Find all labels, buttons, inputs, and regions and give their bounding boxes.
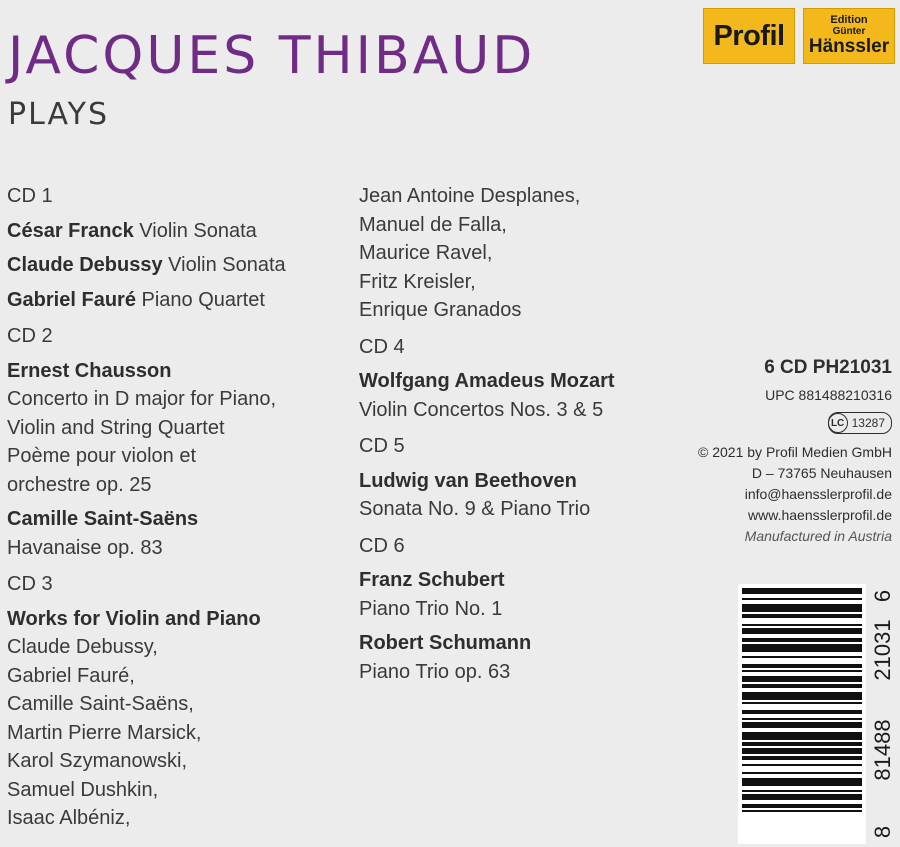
barcode-bar [742,604,862,612]
barcode-bar [742,756,862,760]
barcode-bar [742,790,862,792]
composer-heading: Ernest Chausson [7,359,172,382]
work-entry [7,251,337,280]
barcode-bar [742,670,862,672]
barcode-digit-group-1: 8 [870,825,895,839]
barcode-bar [742,638,862,642]
label-code-badge [828,412,892,434]
copyright-line: © 2021 by Profil Medien GmbH [698,444,892,460]
work-line: Fritz Kreisler, [359,270,476,293]
catalog-number: 6 CD PH21031 [764,357,892,378]
album-title: JACQUES THIBAUD [8,26,536,86]
barcode-bar [742,684,862,688]
barcode-bar [742,742,862,746]
composer-heading: Camille Saint-Saëns [7,508,199,530]
edition-logo-line3: Hänssler [808,36,890,58]
address-line: D – 73765 Neuhausen [751,465,892,481]
barcode-bar [742,710,862,714]
edition-logo-line1: Edition [830,14,868,26]
composer-name: César Franck [7,219,134,242]
barcode-bar [742,676,862,682]
barcode-bar [742,598,862,600]
barcode-bar [742,732,862,740]
barcode-bar [742,804,862,808]
work-line: Concerto in D major for Piano, [7,388,277,410]
composer-name: Claude Debussy [7,254,163,276]
barcode [738,584,898,844]
barcode-bar [742,810,862,812]
barcode-bars [742,588,862,840]
barcode-bar [742,718,862,720]
work-line: Violin and String Quartet [7,416,225,439]
cd-number: CD 5 [359,435,405,457]
barcode-bar [742,656,862,658]
work-line: Samuel Dushkin, [7,778,159,801]
cd-number: CD 4 [359,335,405,358]
barcode-bar [742,664,862,668]
barcode-bar [742,722,862,728]
lc-number: 13287 [851,415,885,430]
barcode-digit-group-3: 21031 [870,619,895,681]
barcode-bar [742,644,862,652]
barcode-bar [742,588,862,594]
barcode-bar [742,692,862,700]
work-line: Maurice Ravel, [359,242,493,264]
manufactured-line: Manufactured in Austria [744,528,892,544]
label-logos [703,8,895,64]
work-line: Piano Trio op. 63 [359,660,511,683]
cd-number: CD 2 [7,325,53,347]
work-line: Enrique Granados [359,299,522,321]
work-line: Sonata No. 9 & Piano Trio [359,498,591,520]
work-line: Piano Trio No. 1 [359,597,503,620]
barcode-bar [742,628,862,634]
barcode-bar [742,794,862,800]
barcode-bar [742,624,862,626]
work-line: orchestre op. 25 [7,473,152,496]
work-entry [7,286,337,315]
barcode-bar [742,614,862,618]
barcode-bar [742,772,862,774]
composer-heading: Ludwig van Beethoven [359,469,577,492]
composer-heading: Works for Violin and Piano [7,607,261,630]
work-line: Poème pour violon et [7,445,197,467]
work-line: Manuel de Falla, [359,213,507,236]
barcode-bar [742,748,862,754]
work-title: Violin Sonata [162,254,286,276]
barcode-digits [870,584,896,844]
edition-logo-line2: Günter [832,25,866,37]
work-title: Piano Quartet [135,288,265,311]
email-line: info@haensslerprofil.de [744,486,892,502]
barcode-bar [742,764,862,766]
work-entry [7,217,337,246]
composer-heading: Robert Schumann [359,632,532,654]
upc-code: UPC 881488210316 [765,387,892,403]
work-line: Gabriel Fauré, [7,664,135,687]
profil-logo [703,8,795,64]
work-line: Isaac Albéniz, [7,807,131,829]
work-line: Karol Szymanowski, [7,750,188,772]
work-line: Violin Concertos Nos. 3 & 5 [359,398,604,421]
work-line: Jean Antoine Desplanes, [359,185,581,207]
release-info [698,355,892,547]
barcode-bar [742,778,862,786]
composer-name: Gabriel Fauré [7,288,136,311]
barcode-box [738,584,866,844]
work-line: Martin Pierre Marsick, [7,721,202,744]
lc-icon: LC [828,413,848,433]
barcode-bar [742,702,862,704]
composer-heading: Wolfgang Amadeus Mozart [359,370,615,392]
website-line: www.haensslerprofil.de [748,507,892,523]
work-line: Havanaise op. 83 [7,536,163,559]
work-line: Camille Saint-Saëns, [7,693,194,715]
edition-hanssler-logo [803,8,895,64]
profil-logo-text: Profil [713,19,785,52]
cd-number: CD 3 [7,573,53,595]
composer-heading: Franz Schubert [359,569,505,591]
tracklist-column-1 [7,182,337,833]
work-line: Claude Debussy, [7,636,158,658]
barcode-digit-group-2: 81488 [870,719,895,781]
cd-number: CD 1 [7,185,53,207]
cd-number: CD 6 [359,534,405,557]
work-title: Violin Sonata [133,219,257,242]
album-subtitle: PLAYS [8,97,110,132]
tracklist-column-2 [359,182,689,686]
barcode-digit-group-4: 6 [870,589,895,603]
